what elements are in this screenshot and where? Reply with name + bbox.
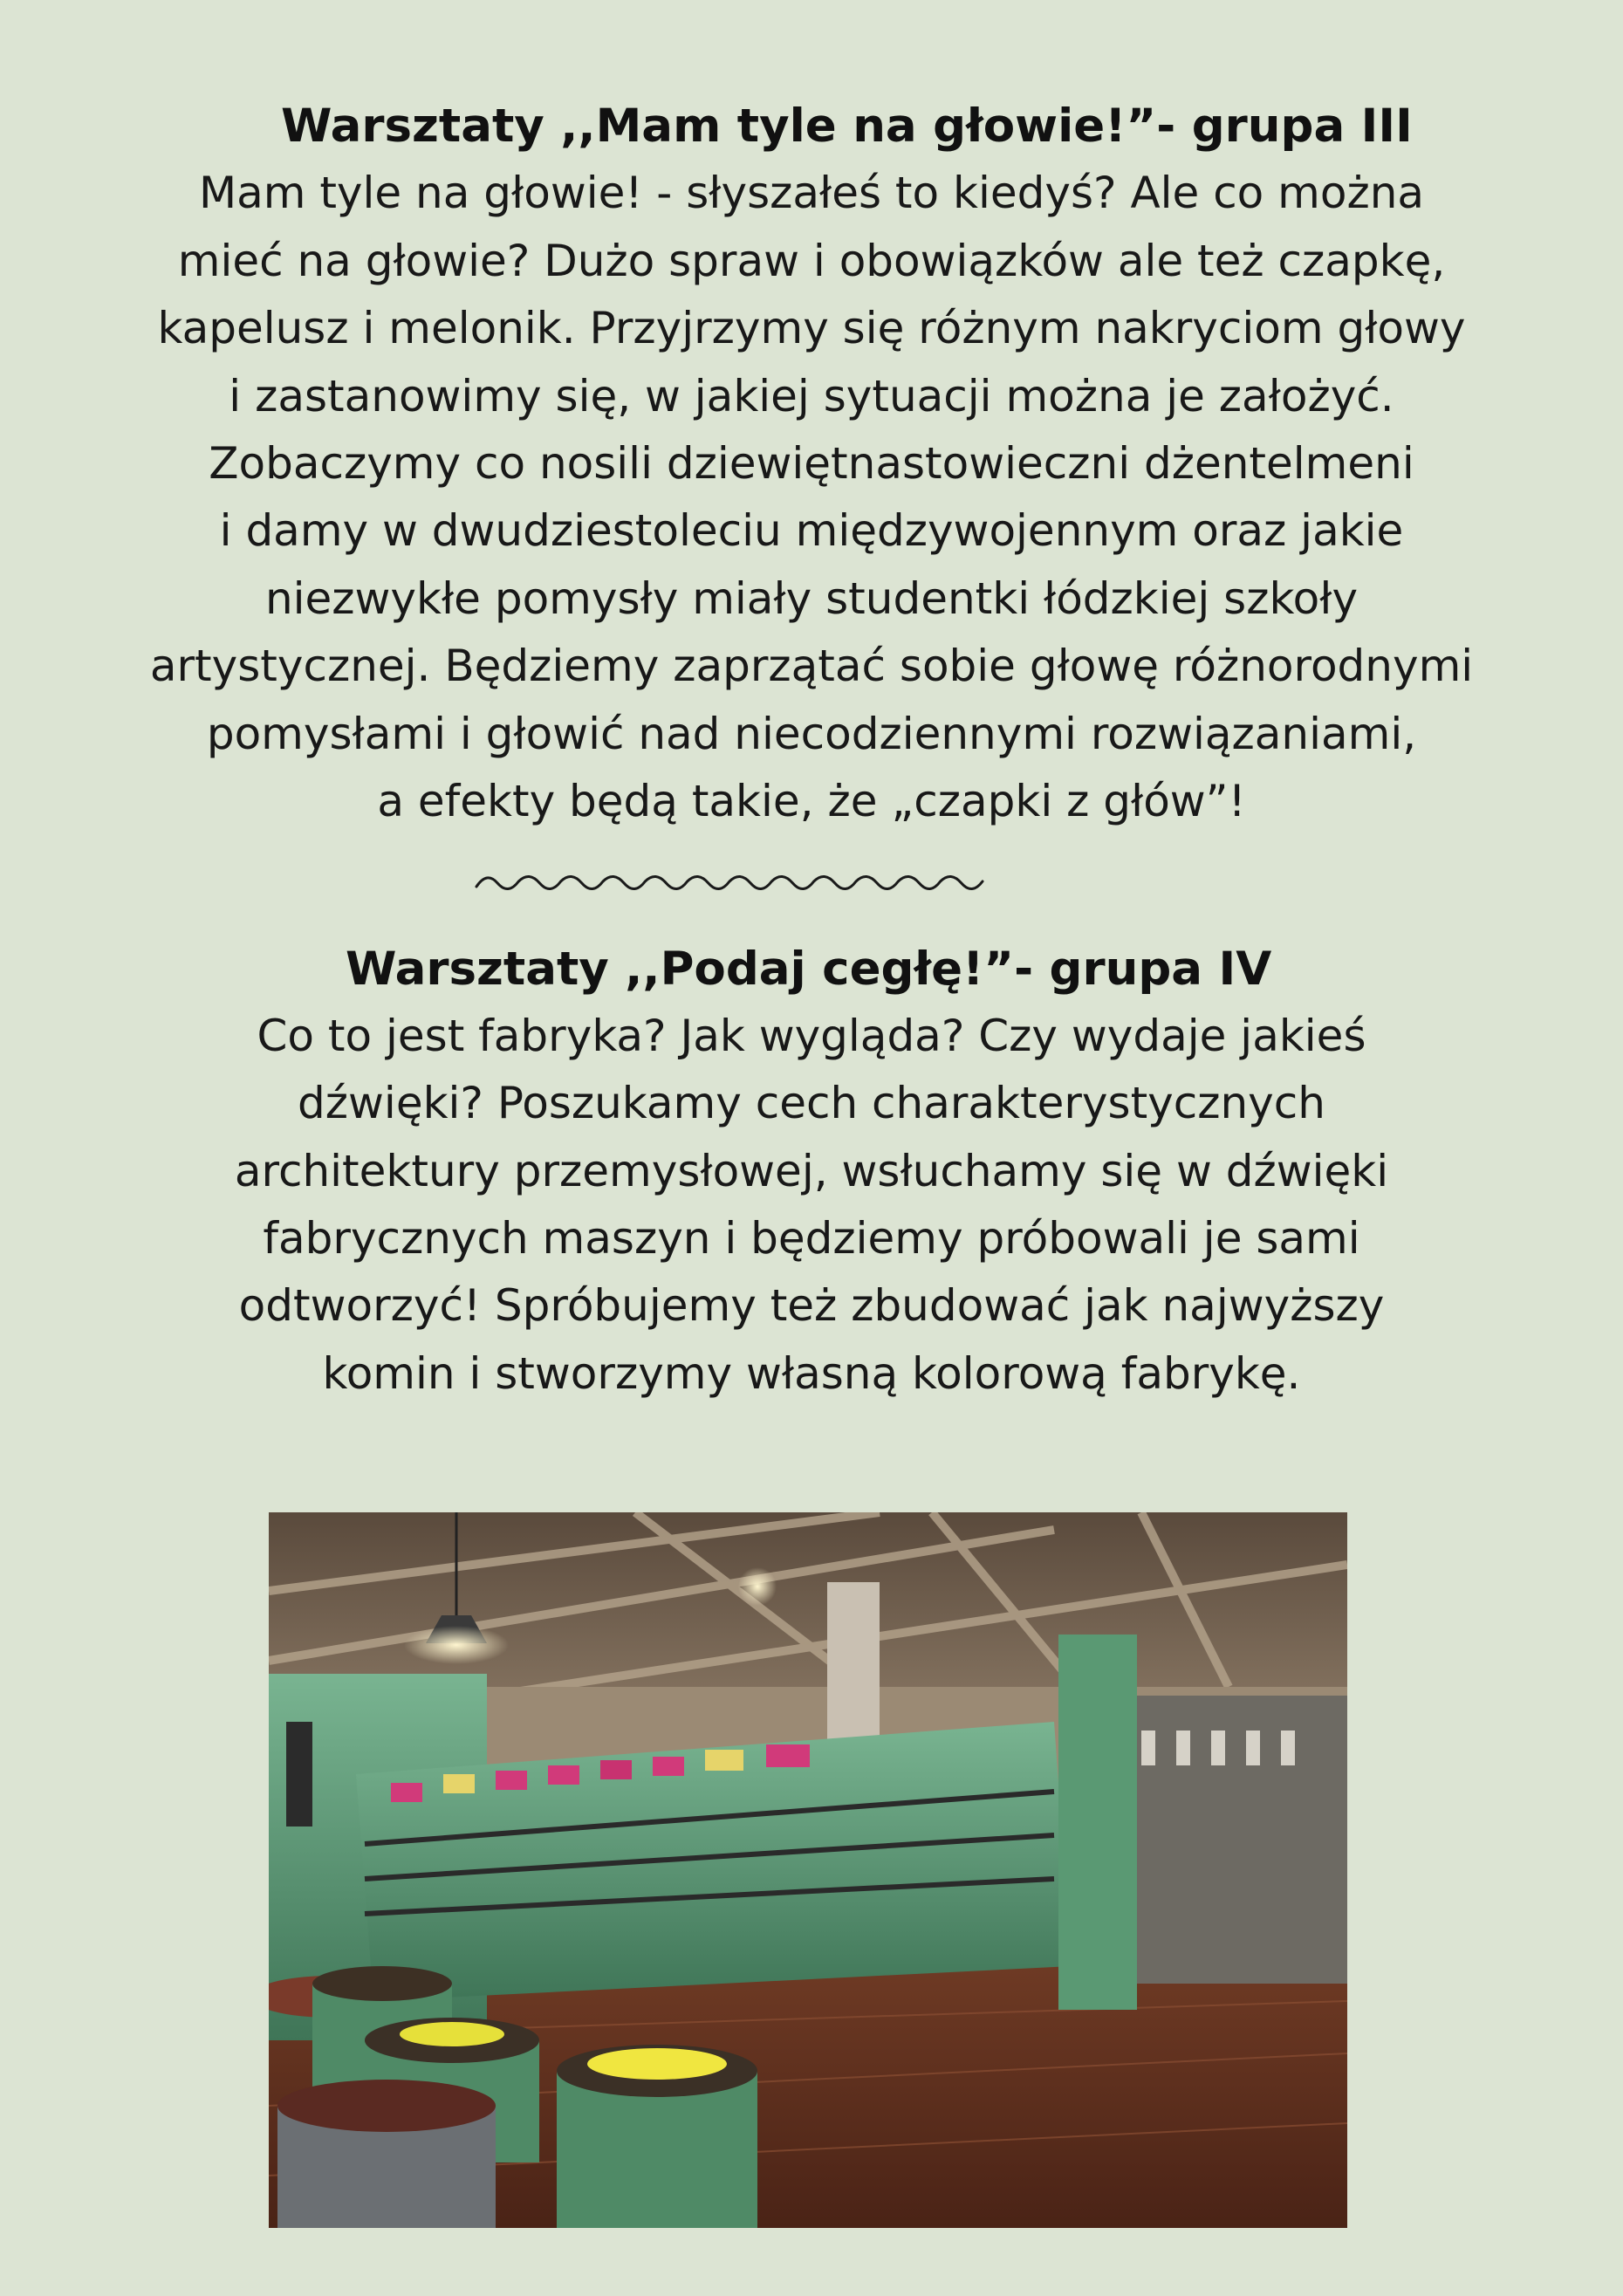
section1-line: i damy w dwudziestoleciu międzywojennym oraz jakie [219, 505, 1404, 556]
section1-line: pomysłami i głowić nad niecodziennymi rozwiązaniami, [206, 709, 1417, 759]
section1-title: Warsztaty ,,Mam tyle na głowie!”- grupa III [281, 99, 1413, 153]
section2-line: odtworzyć! Spróbujemy też zbudować jak najwyższy [238, 1280, 1385, 1331]
section2-line: komin i stworzymy własną kolorową fabrykę. [322, 1348, 1301, 1399]
section2-line: fabrycznych maszyn i będziemy próbowali je sami [263, 1213, 1360, 1264]
factory-machine-photo [269, 1512, 1347, 2228]
section2-title: Warsztaty ,,Podaj cegłę!”- grupa IV [346, 942, 1272, 996]
section1-line: Mam tyle na głowie! - słyszałeś to kiedyś? Ale co można [198, 168, 1425, 218]
section2-line: dźwięki? Poszukamy cech charakterystycznych [298, 1078, 1325, 1128]
wavy-divider [471, 866, 988, 901]
section1-line: artystycznej. Będziemy zaprzątać sobie głowę różnorodnymi [149, 641, 1474, 691]
section2-line: architektury przemysłowej, wsłuchamy się w dźwięki [234, 1146, 1389, 1196]
section2-line: Co to jest fabryka? Jak wygląda? Czy wydaje jakieś [257, 1011, 1366, 1061]
section1-line: a efekty będą takie, że „czapki z głów”! [377, 776, 1246, 826]
section1-line: mieć na głowie? Dużo spraw i obowiązków ale też czapkę, [177, 236, 1446, 286]
section1-line: niezwykłe pomysły miały studentki łódzkiej szkoły [264, 573, 1359, 624]
section1-line: Zobaczymy co nosili dziewiętnastowieczni dżentelmeni [209, 438, 1414, 489]
section1-line: i zastanowimy się, w jakiej sytuacji można je założyć. [229, 371, 1394, 422]
section1-line: kapelusz i melonik. Przyjrzymy się różnym nakryciom głowy [157, 303, 1466, 353]
